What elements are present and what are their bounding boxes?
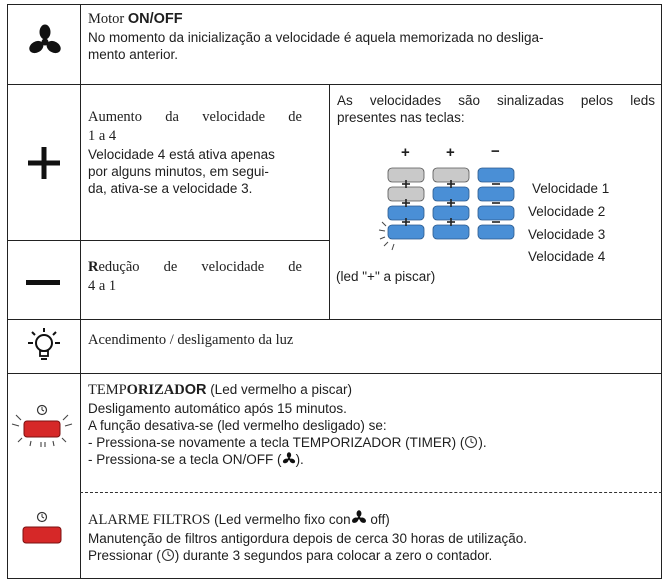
timer-line: A função desativa-se (led vermelho desligado) se: [88, 418, 387, 433]
filters-title: ALARME FILTROS (Led vermelho fixo con off) [88, 512, 390, 528]
row-divider [7, 373, 662, 374]
fan-icon [27, 24, 63, 65]
fan-icon [282, 452, 296, 466]
minus-icon [24, 276, 62, 294]
motor-desc-line: mento anterior. [88, 47, 179, 62]
speed-label: Velocidade 2 [528, 204, 606, 219]
motor-onoff-label: ON/OFF [127, 11, 183, 27]
row-divider [7, 319, 662, 320]
timer-button-blinking-icon [10, 402, 74, 465]
speeds-column-divider [329, 84, 330, 319]
speeds-intro-line: presentes nas teclas: [337, 110, 465, 125]
clock-icon [161, 548, 175, 562]
decrease-title-range: 4 a 1 [88, 278, 117, 294]
led-button [478, 187, 514, 201]
filters-line: Manutenção de filtros antigordura depois de cerca 30 horas de utilização. [88, 531, 528, 546]
decrease-title: Redução de velocidade de [88, 259, 302, 275]
timer-line: Desligamento automático após 15 minutos. [88, 401, 347, 416]
motor-description [88, 10, 652, 63]
led-button [433, 225, 469, 239]
led-button [433, 187, 469, 201]
increase-description [88, 108, 302, 197]
decrease-description [88, 258, 302, 296]
increase-desc-line: por alguns minutos, em segui- [88, 164, 269, 179]
speed-label: Velocidade 1 [532, 181, 610, 196]
led-button [478, 206, 514, 220]
plus-sign-label: + [446, 144, 455, 161]
clock-icon [464, 435, 478, 449]
increase-title-range: 1 a 4 [88, 128, 117, 144]
timer-line: - Pressiona-se a tecla ON/OFF ( ). [88, 452, 304, 467]
speeds-intro [337, 92, 655, 126]
increase-desc-line: Velocidade 4 está ativa apenas [88, 147, 275, 162]
led-button [478, 225, 514, 239]
plus-icon [26, 145, 62, 186]
row-divider [7, 84, 662, 85]
plus-sign-label: + [401, 144, 410, 161]
led-button [433, 168, 469, 182]
filter-alarm-button-icon [14, 510, 70, 555]
speed-label: Velocidade 3 [528, 227, 606, 242]
timer-title: TEMPORIZADOR (Led vermelho a piscar) [88, 382, 352, 398]
speeds-intro-line: As velocidades são sinalizadas pelos leds [337, 93, 655, 108]
timer-line: - Pressiona-se novamente a tecla TEMPORIZADOR (TIMER) ( ). [88, 435, 487, 450]
led-button [478, 168, 514, 182]
led-button-blinking [388, 225, 424, 239]
led-button [433, 206, 469, 220]
increase-title: Aumento da velocidade de [88, 109, 302, 125]
minus-sign-label: − [491, 143, 500, 160]
filters-description [88, 510, 654, 564]
motor-desc-line: No momento da inicialização a velocidade é aquela memorizada no desliga- [88, 30, 544, 45]
led-button [388, 168, 424, 182]
led-button [388, 187, 424, 201]
blink-note: (led "+" a piscar) [336, 269, 436, 284]
filters-line: Pressionar ( ) durante 3 segundos para colocar a zero o contador. [88, 548, 493, 563]
light-bulb-icon [25, 327, 63, 370]
row-divider [7, 240, 330, 241]
row-divider-dashed [80, 492, 662, 493]
led-button [388, 206, 424, 220]
motor-title: Motor ON/OFF [88, 11, 183, 27]
light-title: Acendimento / desligamento da luz [88, 332, 294, 348]
increase-desc-line: da, ativa-se a velocidade 3. [88, 181, 253, 196]
fan-icon [351, 510, 367, 526]
speed-label: Velocidade 4 [528, 249, 606, 264]
timer-description [88, 381, 654, 468]
